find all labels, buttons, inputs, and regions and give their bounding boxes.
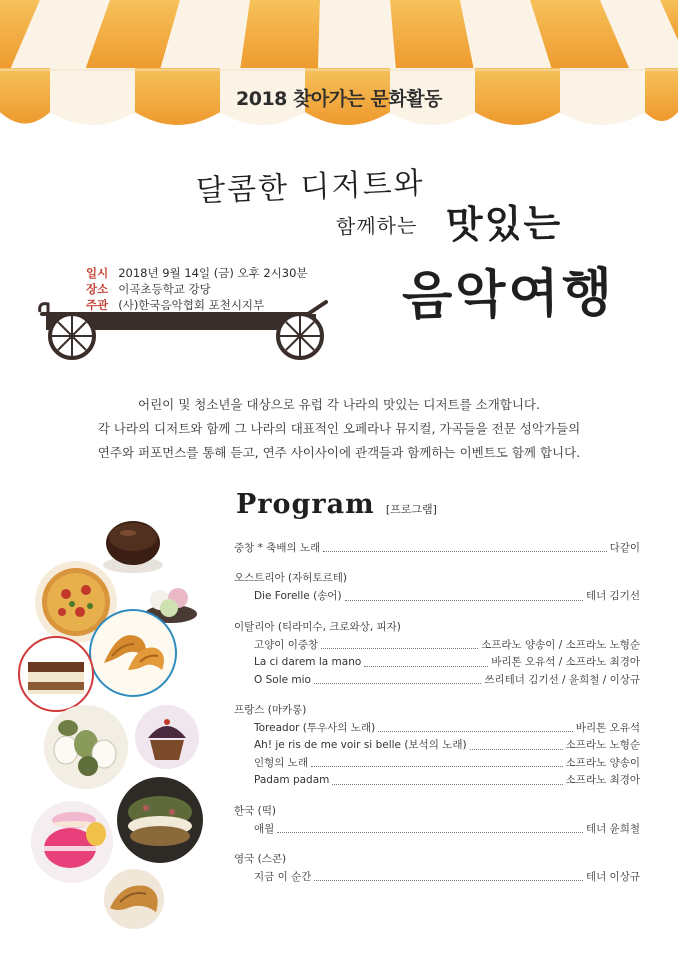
intro-line-1: 어린이 및 청소년을 대상으로 유럽 각 나라의 맛있는 디저트를 소개합니다. (138, 397, 540, 412)
intro-line-3: 연주와 퍼포먼스를 통해 듣고, 연주 사이사이에 관객들과 함께하는 이벤트도 함께 합니다. (97, 445, 581, 460)
group-heading: 프랑스 (마카롱) (234, 703, 307, 716)
piece-title: Padam padam (254, 774, 330, 787)
program-row (234, 672, 640, 689)
performer-name: 테너 윤희철 (585, 822, 640, 835)
tiramisu-image (14, 636, 98, 712)
program-row (234, 821, 640, 838)
info-venue (86, 281, 308, 297)
intro-line-2: 각 나라의 디저트와 함께 그 나라의 대표적인 오페라나 뮤지컬, 가곡들을 전문 성악가들의 (97, 421, 581, 436)
performer-name: 소프라노 노형순 (565, 739, 640, 752)
program-group-france (234, 701, 640, 790)
pastry-image (102, 868, 166, 930)
group-heading: 이탈리아 (티라미수, 크로와상, 피자) (234, 620, 401, 633)
leader-dots (321, 637, 478, 649)
performer-name: 바리톤 오유석 (575, 721, 640, 734)
piece-title: 인형의 노래 (254, 756, 309, 769)
group-heading: 영국 (스콘) (234, 852, 287, 865)
leader-dots (364, 654, 488, 666)
program-opening (234, 540, 640, 557)
program-row (234, 588, 640, 605)
group-heading: 한국 (떡) (234, 804, 276, 817)
info-organizer-value: (사)한국음악협회 포천시지부 (118, 298, 265, 312)
piece-title: 고양이 이중창 (254, 638, 319, 651)
info-date-label: 일시 (86, 266, 109, 280)
piece-title: La ci darem la mano (254, 656, 362, 669)
piece-title: Die Forelle (송어) (254, 590, 342, 603)
headline-line-2: 함께하는 (335, 213, 418, 239)
cart-illustration (38, 298, 334, 362)
headline-line-4: 음악여행 (401, 262, 616, 327)
performer-name: 소프라노 양송이 / 소프라노 노형순 (481, 638, 640, 651)
leader-dots (378, 720, 573, 732)
program-group-korea (234, 802, 640, 838)
program-title: Program (236, 489, 375, 520)
event-series-title: 2018 찾아가는 문화활동 (236, 88, 442, 110)
program-row (234, 737, 640, 754)
performer-name: 소프라노 최경아 (565, 774, 640, 787)
headline-line-3: 맛있는 (445, 199, 563, 248)
performer-name: 소프라노 양송이 (565, 756, 640, 769)
info-venue-value: 이곡초등학교 강당 (118, 282, 211, 296)
info-date (86, 265, 308, 281)
program-row (234, 772, 640, 789)
leader-dots (470, 737, 563, 749)
leader-dots (314, 672, 481, 684)
headline-line-1: 달콤한 디저트와 (195, 166, 426, 209)
piece-title: O Sole mio (254, 673, 311, 686)
piece-title: Ah! je ris de me voir si belle (보석의 노래) (254, 739, 467, 752)
group-heading: 오스트리아 (자허토르테) (234, 572, 347, 585)
cart-wheel-left (50, 314, 94, 358)
croissant-image (88, 608, 178, 698)
program-header (236, 489, 437, 520)
piece-title: 중창 * 축배의 노래 (234, 542, 321, 554)
piece-title: Toreador (투우사의 노래) (254, 721, 376, 734)
leader-dots (314, 869, 583, 881)
cupcake-image (134, 702, 200, 772)
leader-dots (332, 772, 562, 784)
info-venue-label: 장소 (86, 282, 109, 296)
program-row (234, 654, 640, 671)
piece-title: 애월 (254, 822, 275, 835)
program-row (234, 720, 640, 737)
program-row (234, 869, 640, 886)
leader-dots (345, 588, 583, 600)
scone-image (116, 776, 204, 864)
program-subtitle: [프로그램] (385, 503, 437, 516)
leader-dots (277, 821, 583, 833)
performer-name: 테너 김기선 (585, 590, 640, 603)
performer-name: 쓰리테너 김기선 / 윤희철 / 이상규 (484, 673, 640, 686)
program-row (234, 755, 640, 772)
program-row (234, 540, 640, 557)
program-group-italy (234, 618, 640, 689)
leader-dots (323, 540, 606, 552)
info-date-value: 2018년 9월 14일 (금) 오후 2시30분 (118, 266, 308, 280)
performer-name: 다같이 (609, 542, 640, 554)
program-list (234, 540, 640, 898)
striped-awning (0, 0, 678, 150)
intro-text (0, 393, 678, 465)
leader-dots (311, 755, 563, 767)
cart-wheel-right (278, 314, 322, 358)
program-row (234, 637, 640, 654)
program-group-england (234, 850, 640, 886)
performer-name: 테너 이상규 (585, 870, 640, 883)
program-group-austria (234, 569, 640, 605)
piece-title: 지금 이 순간 (254, 870, 312, 883)
info-organizer-label: 주관 (86, 298, 109, 312)
performer-name: 바리톤 오유석 / 소프라노 최경아 (491, 656, 640, 669)
